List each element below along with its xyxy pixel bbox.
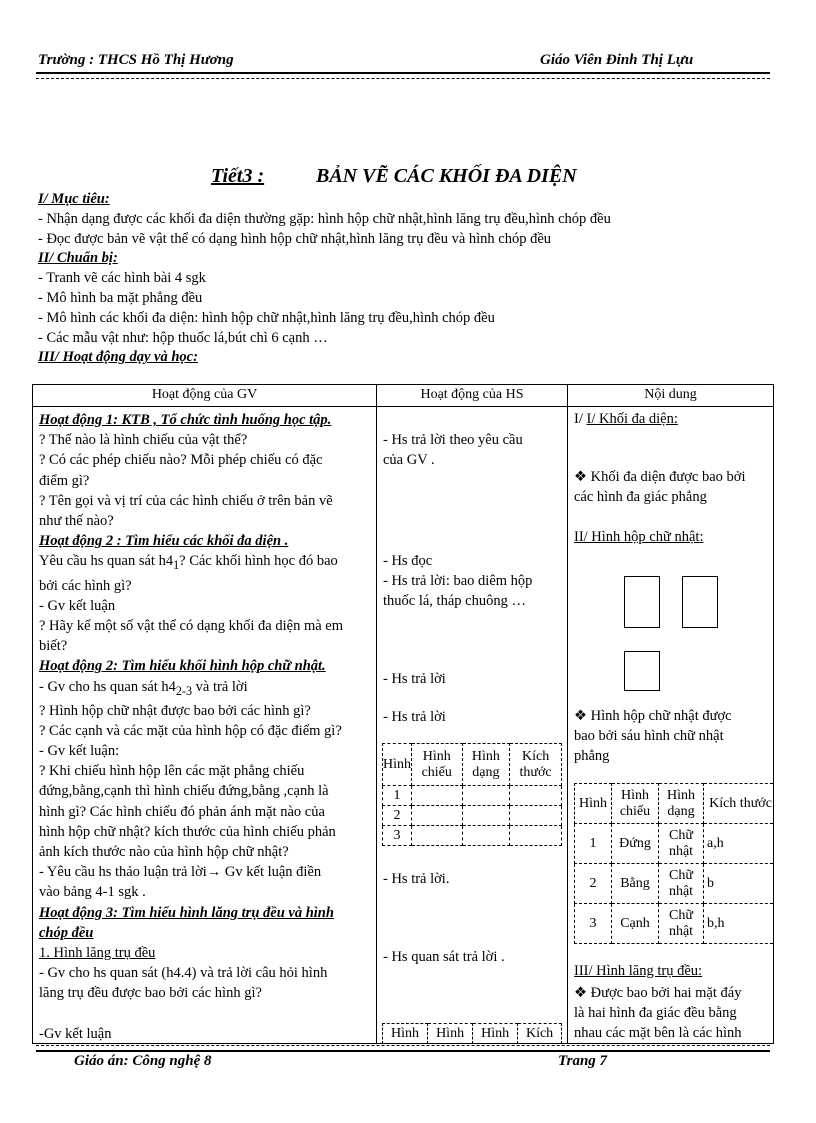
activity-line: - Gv kết luận — [39, 597, 116, 614]
activity-line: -Gv kết luận — [39, 1025, 112, 1042]
activity-line: ? Thế nào là hình chiếu của vật thể? — [39, 432, 248, 449]
cell-shape: Chữ nhật — [659, 904, 704, 944]
activity-title: Hoạt động 3: Tìm hiểu hình lăng trụ đều và hình — [39, 904, 334, 921]
objective-item: - Nhận dạng được các khối đa diện thường gặp: hình hộp chữ nhật,hình lăng trụ đều,hình chóp đều — [38, 210, 611, 227]
student-line: - Hs trả lời. — [383, 871, 450, 887]
content-line: là hai hình đa giác đều bằng — [574, 1005, 737, 1021]
activity-line: - Gv kết luận: — [39, 743, 120, 760]
table-row — [575, 864, 775, 904]
header-divider — [33, 406, 773, 407]
mini-header: Kích thước — [510, 744, 562, 786]
cell-shape: Chữ nhật — [659, 824, 704, 864]
mini-row-number: 3 — [383, 826, 412, 846]
mini-header: Hình chiếu — [612, 784, 659, 824]
header-rule — [36, 72, 770, 79]
section-heading: II/ Hình hộp chữ nhật: — [574, 529, 704, 545]
column-header-hs: Hoạt động của HS — [420, 387, 524, 402]
activity-line: đứng,bằng,cạnh thì hình chiếu đứng,bằng ,cạnh là — [39, 783, 329, 800]
page-number: Trang 7 — [558, 1053, 608, 1069]
activity-line: như thế nào? — [39, 513, 114, 530]
mini-header: Hình — [383, 1024, 428, 1044]
projection-table — [574, 783, 774, 944]
activity-line: - Gv cho hs quan sát (h4.4) và trả lời câu hỏi hình — [39, 965, 328, 982]
partial-table — [382, 1023, 562, 1044]
section-heading: III/ Hình lăng trụ đều: — [574, 963, 703, 979]
column-header-gv: Hoạt động của GV — [151, 387, 258, 402]
activity-line: hình gì? Các hình chiếu đó phản ánh mặt nào của — [39, 803, 325, 820]
activity-title: chóp đều — [39, 924, 94, 941]
activity-line: - Yêu cầu hs thảo luận trả lời→ Gv kết luận điền — [39, 864, 322, 881]
activity-line: lăng trụ đều được bao bởi các hình gì? — [39, 985, 262, 1002]
content-line: nhau các mặt bên là các hình — [574, 1025, 742, 1041]
student-line: - Hs trả lời — [383, 671, 446, 687]
content-line: bao bởi sáu hình chữ nhật — [574, 728, 724, 744]
cell-view: Đứng — [612, 824, 659, 864]
preparation-item: - Tranh vẽ các hình bài 4 sgk — [38, 270, 206, 287]
activities-heading: III/ Hoạt động dạy và học: — [38, 349, 198, 366]
cell-dimension: b — [704, 864, 775, 904]
activity-line — [39, 1004, 375, 1024]
student-line: - Hs trả lời: bao diêm hộp — [383, 573, 533, 589]
mini-header: Hình dạng — [462, 744, 510, 786]
top-view-rectangle — [624, 651, 660, 691]
activity-line: ? Khi chiếu hình hộp lên các mặt phẳng chiếu — [39, 763, 305, 780]
student-line: - Hs trả lời — [383, 709, 446, 725]
mini-header: Hình dạng — [659, 784, 704, 824]
table-row — [575, 904, 775, 944]
preparation-item: - Mô hình ba mặt phẳng đều — [38, 289, 203, 306]
mini-header: Kích — [518, 1024, 562, 1044]
cell-dimension: a,h — [704, 824, 775, 864]
activity-line: ảnh kích thước nào của hình hộp chữ nhật? — [39, 844, 289, 861]
activity-line: ? Hình hộp chữ nhật được bao bởi các hình gì? — [39, 702, 311, 719]
cell-number: 3 — [575, 904, 612, 944]
column-header-content: Nội dung — [644, 387, 697, 402]
activity-line: ? Tên gọi và vị trí của các hình chiếu ở trên bản vẽ — [39, 492, 333, 509]
activity-line: ? Có các phép chiếu nào? Mỗi phép chiếu có đặc — [39, 452, 323, 469]
footer-subject: Giáo án: Công nghệ 8 — [74, 1053, 212, 1069]
activity-line: - Gv cho hs quan sát $h4_{2-3}$ và trả lời — [39, 678, 248, 698]
content-line: ❖ Được bao bởi hai mặt đáy — [574, 985, 742, 1001]
cell-shape: Chữ nhật — [659, 864, 704, 904]
table-row — [575, 824, 775, 864]
teacher-activities — [39, 410, 375, 1044]
page-title: BẢN VẼ CÁC KHỐI ĐA DIỆN — [316, 165, 577, 187]
content-line: phẳng — [574, 748, 610, 764]
activity-line: Yêu cầu hs quan sát $h4_1$? Các khối hình học đó bao — [39, 553, 338, 573]
activity-line: bởi các hình gì? — [39, 577, 132, 594]
activity-title: Hoạt động 2 : Tìm hiểu các khối đa diện . — [39, 533, 289, 550]
activity-line: biết? — [39, 638, 68, 655]
mini-header: Hình — [428, 1024, 473, 1044]
activity-line: hình hộp chữ nhật? kích thước của hình chiếu phản — [39, 823, 336, 840]
activity-line: vào bảng 4-1 sgk . — [39, 884, 146, 901]
mini-header: Hình — [575, 784, 612, 824]
student-line: của GV . — [383, 452, 435, 468]
activity-title: Hoạt động 2: Tìm hiểu khối hình hộp chữ nhật. — [39, 658, 326, 675]
student-line: - Hs quan sát trả lời . — [383, 949, 505, 965]
side-view-rectangle — [682, 576, 718, 628]
preparation-item: - Mô hình các khối đa diện: hình hộp chữ nhật,hình lăng trụ đều,hình chóp đều — [38, 309, 495, 326]
cell-number: 2 — [575, 864, 612, 904]
activity-subtitle: 1. Hình lăng trụ đều — [39, 945, 156, 962]
mini-header: Hình chiếu — [412, 744, 463, 786]
header-teacher: Giáo Viên Đinh Thị Lựu — [540, 52, 694, 68]
mini-header: Kích thước — [704, 784, 775, 824]
preparation-item: - Các mẫu vật như: hộp thuốc lá,bút chì 6 cạnh … — [38, 329, 328, 346]
objective-item: - Đọc được bản vẽ vật thể có dạng hình hộp chữ nhật,hình lăng trụ đều và hình chóp đều — [38, 230, 552, 247]
column-divider — [567, 385, 568, 1043]
activity-line: ? Hãy kể một số vật thể có dạng khối đa diện mà em — [39, 617, 344, 634]
student-line: thuốc lá, tháp chuông … — [383, 593, 526, 609]
front-view-rectangle — [624, 576, 660, 628]
header-school: Trường : THCS Hồ Thị Hương — [38, 52, 234, 68]
content-line: ❖ Khối đa diện được bao bởi — [574, 469, 746, 485]
content-line: các hình đa giác phẳng — [574, 489, 707, 505]
student-line: - Hs trả lời theo yêu cầu — [383, 432, 523, 448]
content-line: ❖ Hình hộp chữ nhật được — [574, 708, 732, 724]
lesson-table — [32, 384, 774, 1044]
lesson-number: Tiết3 : — [211, 165, 265, 187]
preparation-heading: II/ Chuẩn bị: — [38, 250, 118, 267]
activity-line: điểm gì? — [39, 472, 90, 489]
mini-row-number: 2 — [383, 806, 412, 826]
footer-rule — [36, 1045, 770, 1052]
cell-view: Cạnh — [612, 904, 659, 944]
section-heading: I/ I/ Khối đa diện: — [574, 411, 678, 427]
mini-header: Hình — [383, 744, 412, 786]
activity-line: ? Các cạnh và các mặt của hình hộp có đặc điểm gì? — [39, 722, 342, 739]
intro-section — [38, 190, 778, 368]
mini-header: Hình — [473, 1024, 518, 1044]
cell-dimension: b,h — [704, 904, 775, 944]
column-divider — [376, 385, 377, 1043]
activity-title: Hoạt động 1: KTB , Tổ chức tình huống học tập. — [39, 412, 332, 428]
cell-view: Bằng — [612, 864, 659, 904]
blank-projection-table — [382, 743, 562, 846]
mini-row-number: 1 — [383, 786, 412, 806]
objectives-heading: I/ Mục tiêu: — [38, 191, 110, 207]
student-line: - Hs đọc — [383, 553, 433, 569]
cell-number: 1 — [575, 824, 612, 864]
